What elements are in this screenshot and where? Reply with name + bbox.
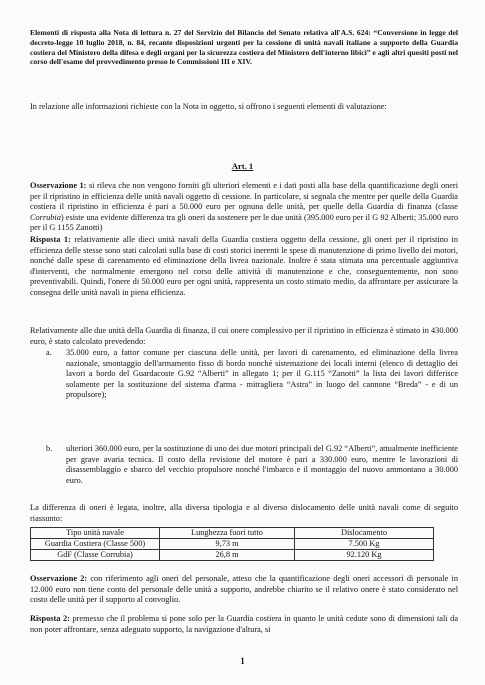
difference-paragraph: La differenza di oneri è legata, inoltre, alla diversa tipologia e al diverso dislocamento delle unità navali come di seguito riassunto: [30, 503, 458, 523]
table-header-length: Lunghezza fuori tutto [160, 528, 295, 539]
observation-2 [30, 574, 458, 606]
response-2 [30, 614, 458, 635]
table-row [31, 550, 434, 561]
observation-1-label: Osservazione 1: [30, 181, 87, 190]
table-header-displacement: Dislocamento [295, 528, 434, 539]
article-title: Art. 1 [231, 161, 254, 171]
table-header-row [31, 528, 434, 539]
table-cell: 9,73 m [160, 539, 295, 550]
intro-paragraph: In relazione alle informazioni richieste con la Nota in oggetto, si offrono i seguenti elementi di valutazione: [30, 102, 387, 111]
list-item-b: ulteriori 360.000 euro, per la sostituzione di uno dei due motori principali del G.92 “Alberti”, attualmente inefficiente per grave avaria tecnica. Il costo della revisione del motore è pari a 330.000 euro, mentre le lavorazioni di disassemblaggio e sbarco del vecchio propulsore nonché l'imbarco e il montaggio del nuovo ammontano a 30.000 euro. [66, 444, 458, 485]
observation-1-text2: ) esiste una evidente differenza tra gli oneri da sostenere per le due unità (395.000 euro per il G 92 Alberti; 35.000 euro per il G 1155 Zanotti) [30, 212, 458, 233]
table-cell: 26,8 m [160, 550, 295, 561]
table-header-type: Tipo unità navale [31, 528, 160, 539]
observation-2-text: con riferimento agli oneri del personale, atteso che la quantificazione degli oneri accessori di personale in 12.000 euro non tiene conto del personale delle unità a supporto, andrebbe chiarito se il relativo onere è stato considerato nel costo delle unità per il supporto al convoglio. [30, 574, 458, 605]
observation-1-text: si rileva che non vengono forniti gli ulteriori elementi e i dati posti alla base della quantificazione degli oneri per il ripristino in efficienza delle unità navali oggetto di cessione. In particolare, si segnala che mentre per quelle della Guardia costiera il ripristino in efficienza è pari a 50.000 euro per ognuna delle unità, per quelle della Guardia di finanza (classe [30, 181, 458, 212]
table-cell: Guardia Costiera (Classe 500) [31, 539, 160, 550]
observation-2-label: Osservazione 2: [30, 574, 88, 583]
page-number: 1 [240, 656, 245, 666]
list-item-a-marker: a. [46, 348, 52, 357]
table-cell: 7.500 Kg [295, 539, 434, 550]
response-1-label: Risposta 1: [30, 235, 71, 244]
vessel-table [30, 527, 434, 561]
table-cell: 92.120 Kg [295, 550, 434, 561]
list-item-a: 35.000 euro, a fattor comune per ciascuna delle unità, per lavori di carenamento, ed eliminazione della livrea nazionale, smontaggio dell'armamento fisso di bordo nonché sistemazione dei locali interni (elenco di dettaglio dei lavori a bordo del Guardacoste G.92 “Alberti” in allegato 1; per il G.115 “Zanotti” la lista dei lavori differisce solamente per la sostituzione del sistema d'arma - mitragliera “Astra” in luogo del cannone “Breda” - e di un propulsore); [66, 348, 458, 400]
observation-1 [30, 181, 458, 234]
gdf-intro-paragraph: Relativamente alle due unità della Guardia di finanza, il cui onere complessivo per il ripristino in efficienza è stimato in 430.000 euro, è stato calcolato prevedendo: [30, 326, 458, 346]
table-cell: GdF (Classe Corrubia) [31, 550, 160, 561]
response-1-text: relativamente alle dieci unità navali della Guardia costiera oggetto della cessione, gli oneri per il ripristino in efficienza delle stesse sono stati calcolati sulla base di costi storici inerenti le spese di manutenzione di primo livello dei motori, nonché dalle spese di carenamento ed eliminazione della livrea nazionale. Inoltre è stata stimata una percentuale aggiuntiva d'interventi, che normalmente emergono nel corso delle attività di manutenzione e che, conseguentemente, non sono preventivabili. Quindi, l'onere di 50.000 euro per ogni unità, rappresenta un costo stimato medio, da affrontare per assicurare la consegna delle unità navali in piena efficienza. [30, 235, 459, 297]
response-1 [30, 235, 458, 299]
table-row [31, 539, 434, 550]
document-heading: Elementi di risposta alla Nota di lettura n. 27 del Servizio del Bilancio del Senato relativa all'A.S. 624: “Conversione in legge del decreto-legge 10 luglio 2018, n. 84, recante disposizioni urgenti per la cessione di unità navali italiane a supporto della Guardia costiera del Ministero della difesa e degli organi per la sicurezza costiera del Ministero dell'interno libici” e agli altri quesiti posti nel corso dell'esame del provvedimento presso le Commissioni III e XIV. [30, 28, 458, 67]
list-item-b-marker: b. [46, 444, 53, 453]
observation-1-italic: Corrubia [30, 212, 61, 222]
response-2-label: Risposta 2: [30, 614, 70, 623]
response-2-text: premesso che il problema si pone solo per la Guardia costiera in quanto le unità cedute sono di dimensioni tali da non poter affrontare, senza adeguato supporto, la navigazione d'altura, si [30, 614, 459, 634]
